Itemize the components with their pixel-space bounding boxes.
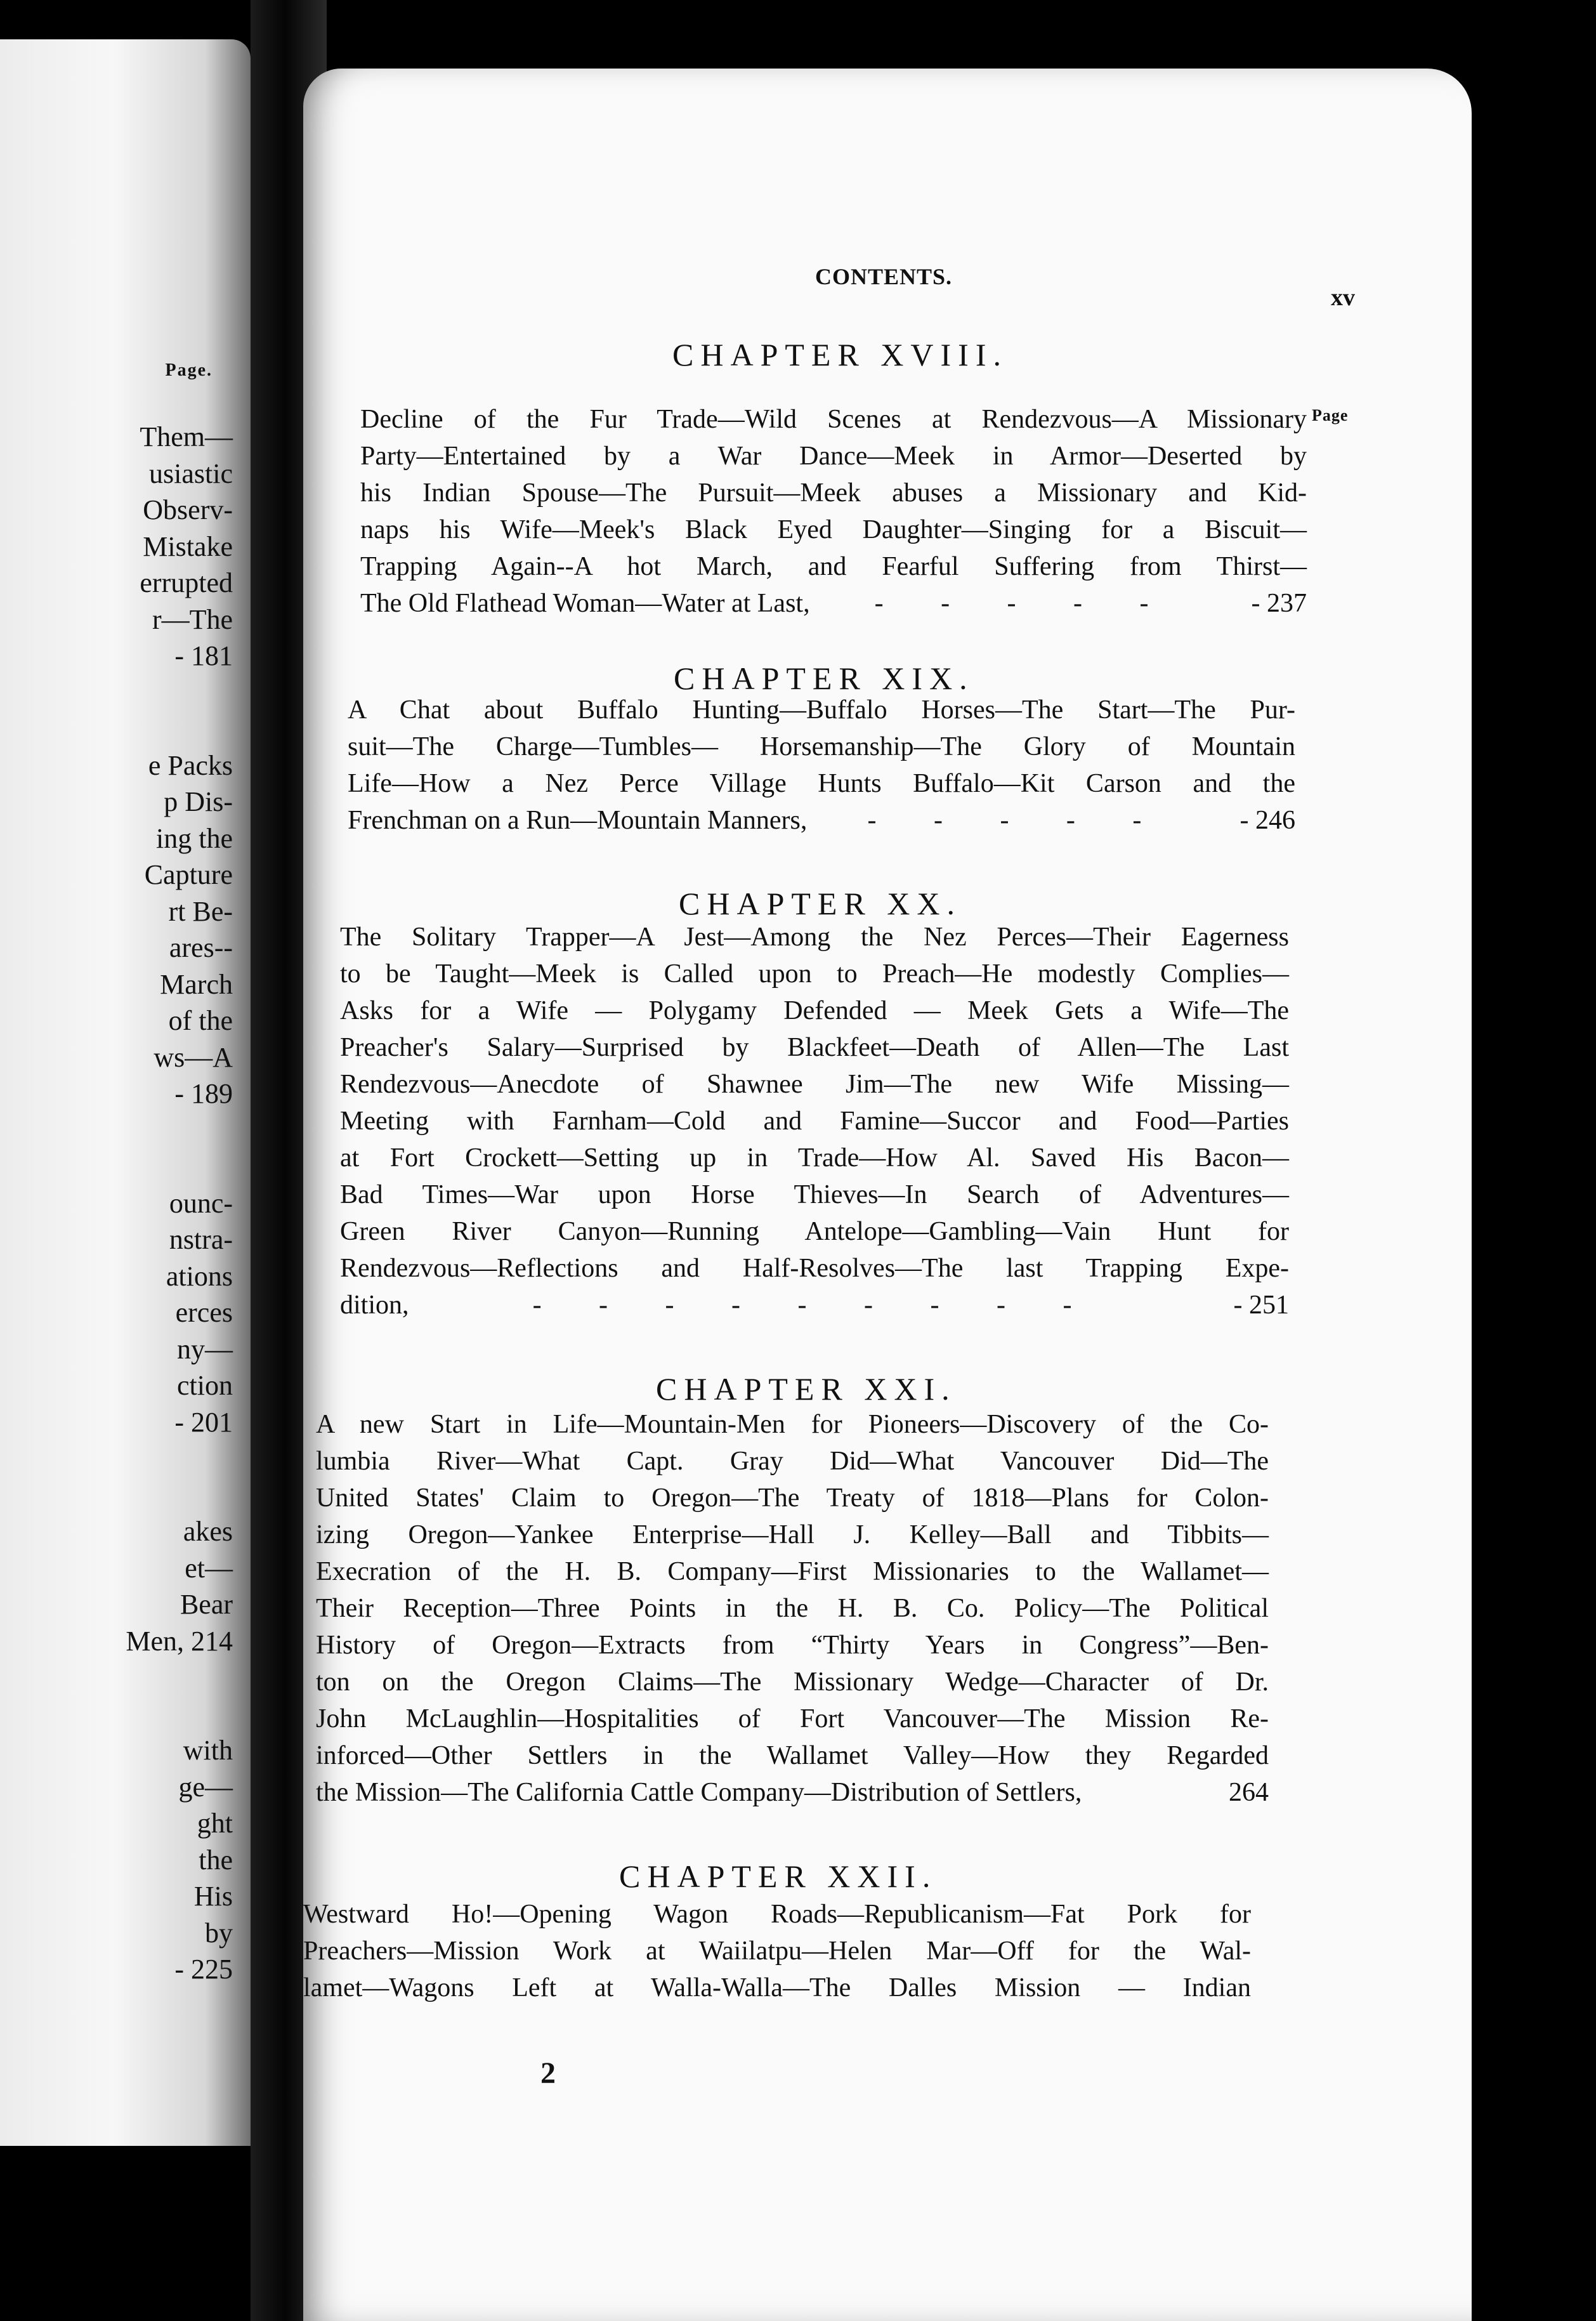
left-page-fragment: errupted	[140, 567, 233, 598]
left-page-fragment: the	[199, 1844, 233, 1876]
left-page-fragment: March	[160, 968, 233, 1000]
synopsis-line	[303, 1969, 1251, 2006]
dot-leader	[1082, 1774, 1216, 1811]
chapter-heading: CHAPTER XXII.	[619, 1858, 938, 1894]
synopsis-line	[360, 475, 1307, 511]
synopsis-line	[303, 1896, 1251, 1933]
synopsis-line-text: to be Taught—Meek is Called upon to Preach—He modestly Complies—	[340, 959, 1289, 989]
synopsis-line-text: Decline of the Fur Trade—Wild Scenes at Rendezvous—A Missionary	[360, 405, 1307, 434]
synopsis-line	[340, 1103, 1289, 1140]
synopsis-line	[348, 692, 1295, 728]
dot-leader: - - - - -	[867, 806, 1167, 835]
chapter-synopsis	[360, 401, 1307, 622]
chapter-page-number: - 251	[1233, 1291, 1289, 1320]
synopsis-line	[340, 992, 1289, 1029]
synopsis-line	[316, 1737, 1269, 1774]
left-page-fragment: - 181	[174, 640, 233, 671]
synopsis-line	[348, 728, 1295, 765]
synopsis-line-text: United States' Claim to Oregon—The Treaty of 1818—Plans for Colon-	[316, 1483, 1269, 1513]
left-page-fragment: ws—A	[154, 1041, 233, 1073]
left-page-fragment: ge—	[178, 1771, 233, 1803]
synopsis-line-text: the Mission—The California Cattle Company—Distribution of Settlers,	[316, 1778, 1082, 1807]
synopsis-line-text: Rendezvous—Reflections and Half-Resolves—The last Trapping Expe-	[340, 1254, 1289, 1283]
left-page-fragment: usiastic	[149, 457, 233, 489]
left-page-label: Page.	[165, 360, 213, 380]
left-page-fragment: by	[205, 1917, 233, 1949]
chapter-page-number: 264	[1229, 1778, 1269, 1807]
page-column-label: Page	[1312, 406, 1349, 424]
synopsis-line	[360, 548, 1307, 585]
page-number: xv	[1331, 284, 1355, 311]
synopsis-line-text: Party—Entertained by a War Dance—Meek in Armor—Deserted by	[360, 442, 1307, 471]
synopsis-line-text: Trapping Again--A hot March, and Fearful Suffering from Thirst—	[360, 552, 1307, 581]
left-page-fragment: ations	[166, 1260, 233, 1292]
synopsis-line-text: The Solitary Trapper—A Jest—Among the Nez Perces—Their Eagerness	[340, 923, 1289, 952]
left-page-fragment: e Packs	[148, 749, 233, 781]
synopsis-last-line	[348, 802, 1295, 839]
synopsis-line	[316, 1627, 1269, 1664]
synopsis-line	[316, 1480, 1269, 1516]
chapter-heading: CHAPTER XIX.	[674, 661, 974, 696]
synopsis-line	[303, 1933, 1251, 1969]
synopsis-line	[340, 1250, 1289, 1287]
synopsis-line-text: Preachers—Mission Work at Waiilatpu—Helen Mar—Off for the Wal-	[303, 1936, 1251, 1966]
synopsis-line-text: Their Reception—Three Points in the H. B. Co. Policy—The Political	[316, 1594, 1269, 1623]
facing-page-left	[0, 39, 251, 2146]
synopsis-line	[340, 1176, 1289, 1213]
synopsis-line	[348, 765, 1295, 802]
synopsis-line-text: Asks for a Wife — Polygamy Defended — Meek Gets a Wife—The	[340, 996, 1289, 1025]
synopsis-line	[316, 1516, 1269, 1553]
synopsis-line-text: Meeting with Farnham—Cold and Famine—Succor and Food—Parties	[340, 1107, 1289, 1136]
chapter-synopsis	[348, 692, 1295, 839]
left-page-fragment: - 201	[174, 1406, 233, 1438]
left-page-fragment: with	[183, 1735, 233, 1766]
synopsis-line-text: at Fort Crockett—Setting up in Trade—How Al. Saved His Bacon—	[340, 1143, 1289, 1173]
chapter-heading: CHAPTER XXI.	[656, 1371, 957, 1407]
left-page-fragment: akes	[183, 1516, 233, 1547]
synopsis-line-text: Green River Canyon—Running Antelope—Gambling—Vain Hunt for	[340, 1217, 1289, 1246]
synopsis-line-text: dition,	[340, 1291, 409, 1320]
left-page-fragment: Observ-	[143, 494, 233, 525]
synopsis-line-text: Life—How a Nez Perce Village Hunts Buffalo—Kit Carson and the	[348, 769, 1295, 798]
synopsis-line-text: Rendezvous—Anecdote of Shawnee Jim—The new Wife Missing—	[340, 1070, 1289, 1099]
left-page-fragment: nstra-	[169, 1224, 233, 1255]
left-page-fragment: Capture	[144, 859, 233, 890]
synopsis-line-text: ton on the Oregon Claims—The Missionary Wedge—Character of Dr.	[316, 1667, 1269, 1697]
left-page-fragment: of the	[168, 1005, 233, 1036]
chapter-heading: CHAPTER XVIII.	[672, 337, 1008, 372]
synopsis-line	[360, 511, 1307, 548]
chapter-synopsis	[340, 919, 1289, 1324]
left-page-fragment: ny—	[177, 1333, 233, 1365]
synopsis-line-text: Execration of the H. B. Company—First Missionaries to the Wallamet—	[316, 1557, 1269, 1586]
synopsis-line-text: History of Oregon—Extracts from “Thirty Years in Congress”—Ben-	[316, 1631, 1269, 1660]
synopsis-last-line	[340, 1287, 1289, 1324]
left-page-fragment: ction	[177, 1370, 233, 1401]
synopsis-line-text: A Chat about Buffalo Hunting—Buffalo Horses—The Start—The Pur-	[348, 695, 1295, 725]
synopsis-last-line	[360, 585, 1307, 622]
left-page-fragment: p Dis-	[164, 786, 233, 817]
synopsis-line-text: naps his Wife—Meek's Black Eyed Daughter—Singing for a Biscuit—	[360, 515, 1307, 544]
synopsis-line-text: The Old Flathead Woman—Water at Last,	[360, 589, 810, 618]
chapter-page-number: - 237	[1251, 589, 1307, 618]
synopsis-line-text: Westward Ho!—Opening Wagon Roads—Republicanism—Fat Pork for	[303, 1900, 1251, 1929]
synopsis-line	[340, 1140, 1289, 1176]
signature-mark: 2	[540, 2056, 556, 2090]
synopsis-line-text: Frenchman on a Run—Mountain Manners,	[348, 806, 808, 835]
left-page-fragment: Them—	[140, 421, 233, 452]
synopsis-line-text: lamet—Wagons Left at Walla-Walla—The Dalles Mission — Indian	[303, 1973, 1251, 2002]
synopsis-line-text: izing Oregon—Yankee Enterprise—Hall J. Kelley—Ball and Tibbits—	[316, 1520, 1269, 1549]
left-page-fragment: ounc-	[169, 1187, 233, 1219]
chapter-synopsis	[303, 1896, 1251, 2006]
running-head: CONTENTS.	[815, 264, 953, 289]
synopsis-line	[316, 1406, 1269, 1443]
synopsis-line	[340, 919, 1289, 956]
chapter-page-number: - 246	[1240, 806, 1295, 835]
left-page-fragment: r—The	[152, 603, 233, 635]
synopsis-line-text: his Indian Spouse—The Pursuit—Meek abuses a Missionary and Kid-	[360, 478, 1307, 508]
synopsis-line	[360, 438, 1307, 475]
chapter-synopsis	[316, 1406, 1269, 1811]
left-page-fragment: ares--	[169, 932, 233, 963]
left-page-fragment: ght	[197, 1808, 233, 1839]
synopsis-last-line	[316, 1774, 1269, 1811]
synopsis-line-text: lumbia River—What Capt. Gray Did—What Vancouver Did—The	[316, 1447, 1269, 1476]
left-page-fragment: - 189	[174, 1078, 233, 1109]
synopsis-line	[316, 1700, 1269, 1737]
synopsis-line	[340, 1029, 1289, 1066]
synopsis-line-text: suit—The Charge—Tumbles— Horsemanship—The Glory of Mountain	[348, 732, 1295, 761]
synopsis-line	[316, 1590, 1269, 1627]
left-page-fragment: - 225	[174, 1954, 233, 1985]
synopsis-line	[360, 401, 1307, 438]
dot-leader: - - - - - - - - -	[532, 1291, 1097, 1320]
synopsis-line	[316, 1553, 1269, 1590]
left-page-fragment: rt Be-	[168, 895, 233, 927]
left-page-fragment: Men, 214	[126, 1625, 233, 1657]
synopsis-line-text: John McLaughlin—Hospitalities of Fort Vancouver—The Mission Re-	[316, 1704, 1269, 1733]
left-page-fragment: erces	[175, 1297, 233, 1328]
synopsis-line	[316, 1443, 1269, 1480]
left-page-fragment: Bear	[180, 1589, 233, 1620]
synopsis-line	[340, 956, 1289, 992]
left-page-fragment: ing the	[156, 822, 233, 854]
synopsis-line	[340, 1066, 1289, 1103]
left-page-fragment: Mistake	[143, 530, 233, 562]
synopsis-line	[316, 1664, 1269, 1700]
synopsis-line-text: Preacher's Salary—Surprised by Blackfeet—Death of Allen—The Last	[340, 1033, 1289, 1062]
synopsis-line-text: Bad Times—War upon Horse Thieves—In Search of Adventures—	[340, 1180, 1289, 1209]
synopsis-line-text: A new Start in Life—Mountain-Men for Pioneers—Discovery of the Co-	[316, 1410, 1269, 1439]
dot-leader: - - - - -	[874, 589, 1174, 618]
synopsis-line	[340, 1213, 1289, 1250]
left-page-fragment: et—	[185, 1552, 233, 1584]
chapter-heading: CHAPTER XX.	[679, 886, 962, 921]
synopsis-line-text: inforced—Other Settlers in the Wallamet Valley—How they Regarded	[316, 1741, 1269, 1770]
left-page-fragment: His	[193, 1881, 233, 1912]
